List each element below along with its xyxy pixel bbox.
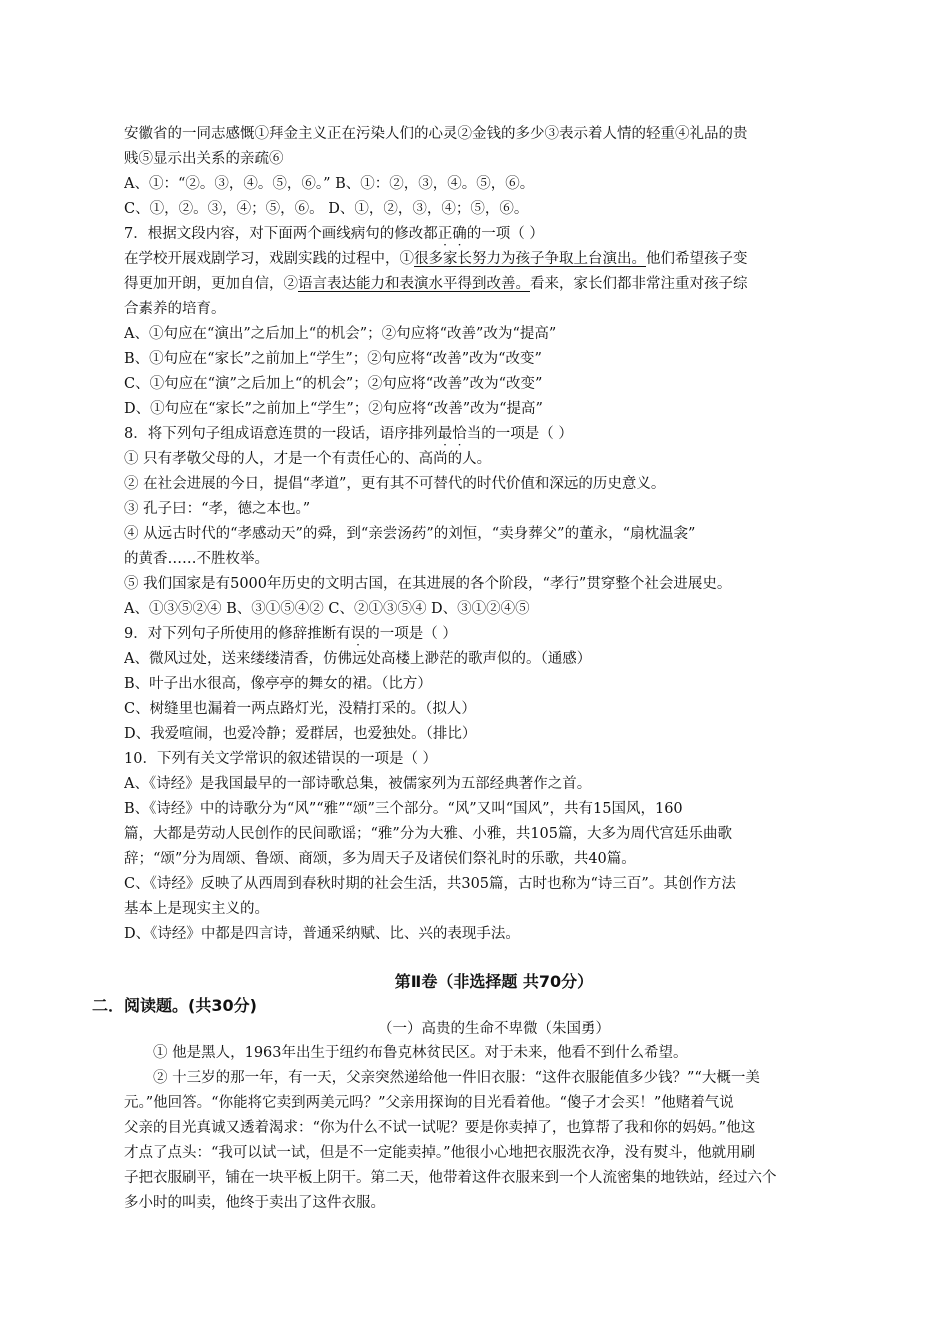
q9-option-d: D、我爱喧闹，也爱冷静；爱群居，也爱独处。（排比） xyxy=(124,726,477,742)
question-8 xyxy=(124,422,864,622)
q7-passage-line: 得更加开朗，更加自信，②语言表达能力和表演水平得到改善。看来，家长们都非常注重对孩子综 xyxy=(124,276,748,292)
q8-sentence-3: ③ 孔子曰：“孝，德之本也。” xyxy=(124,501,311,517)
article-paragraph-2-cont: 多小时的叫卖，他终于卖出了这件衣服。 xyxy=(124,1195,385,1211)
part-title: 第Ⅱ卷（非选择题 共70分） xyxy=(394,972,594,991)
question-9 xyxy=(124,622,864,747)
emphasis-dot-char: 误 xyxy=(350,626,366,642)
q6-options-ab: A、①：“②。③，④。⑤，⑥。” B、①：②，③，④。⑤，⑥。 xyxy=(124,176,535,192)
q7-passage-line: 在学校开展戏剧学习，戏剧实践的过程中，①很多家长努力为孩子争取上台演出。他们希望孩子变 xyxy=(124,251,748,267)
article-paragraph-2-cont: 才点了点头：“我可以试一试，但是不一定能卖掉。”他很小心地把衣服洗衣净，没有熨斗，他就用刷 xyxy=(124,1145,756,1161)
emphasis-dot-char: 恰 xyxy=(452,426,467,442)
emphasis-dot-char: 最 xyxy=(437,426,453,442)
q8-sentence-1: ① 只有孝敬父母的人，才是一个有责任心的、高尚的人。 xyxy=(124,451,492,467)
q10-stem: 10．下列有关文学常识的叙述错误的一项是（ ） xyxy=(124,751,438,767)
article-paragraph-2-cont: 子把衣服刷平，铺在一块平板上阴干。第二天，他带着这件衣服来到一个人流密集的地铁站，经过六个 xyxy=(124,1170,777,1186)
q7-stem: 7．根据文段内容，对下面两个画线病句的修改都正确的一项（ ） xyxy=(124,226,544,242)
emphasis-dot-char: 误 xyxy=(330,751,346,767)
underlined-sentence: 语言表达能力和表演水平得到改善。 xyxy=(298,276,530,292)
article-paragraph-2-cont: 元。”他回答。“你能将它卖到两美元吗？”父亲用探询的目光看着他。“傻子才会买！”他赌着气说 xyxy=(124,1095,734,1111)
q8-stem: 8．将下列句子组成语意连贯的一段话，语序排列最恰当的一项是（ ） xyxy=(124,426,573,442)
q7-passage-line: 合素养的培育。 xyxy=(124,301,226,317)
q7-option-c: C、①句应在“演”之后加上“的机会”；②句应将“改善”改为“改变” xyxy=(124,376,543,392)
article-title: （一）高贵的生命不卑微（朱国勇） xyxy=(378,1021,610,1037)
q6-options-cd: C、①，②。③，④；⑤，⑥。 D、①，②，③，④；⑤，⑥。 xyxy=(124,201,529,217)
part-2 xyxy=(92,969,864,1216)
q8-sentence-4: ④ 从远古时代的“孝感动天”的舜，到“亲尝汤药”的刘恒，“卖身葬父”的董永，“扇枕温衾” xyxy=(124,526,696,542)
q10-option-b: B、《诗经》中的诗歌分为“风”“雅”“颂”三个部分。“风”又叫“国风”，共有15国风，160 xyxy=(124,801,683,817)
q10-option-c-cont: 基本上是现实主义的。 xyxy=(124,901,269,917)
question-6 xyxy=(124,122,864,222)
q7-option-b: B、①句应在“家长”之前加上“学生”；②句应将“改善”改为“改变” xyxy=(124,351,542,367)
article-paragraph-2-cont: 父亲的目光真诚又透着渴求：“你为什么不试一试呢？要是你卖掉了，也算帮了我和你的妈妈。”他这 xyxy=(124,1120,756,1136)
q6-stem-line: 安徽省的一同志感慨①拜金主义正在污染人们的心灵②金钱的多少③表示着人情的轻重④礼品的贵 xyxy=(124,126,748,142)
q8-options: A、①③⑤②④ B、③①⑤④② C、②①③⑤④ D、③①②④⑤ xyxy=(124,601,530,617)
section-heading: 二．阅读题。(共30分) xyxy=(92,996,257,1015)
article-paragraph-2: ② 十三岁的那一年，有一天，父亲突然递给他一件旧衣服：“这件衣服能值多少钱？”“大概一美 xyxy=(153,1070,760,1086)
emphasis-dot-char: 确 xyxy=(452,226,467,242)
q9-option-c: C、树缝里也漏着一两点路灯光，没精打采的。（拟人） xyxy=(124,701,476,717)
q10-option-c: C、《诗经》反映了从西周到春秋时期的社会生活，共305篇，古时也称为“诗三百”。其创作方法 xyxy=(124,876,736,892)
q7-option-d: D、①句应在“家长”之前加上“学生”；②句应将“改善”改为“提高” xyxy=(124,401,543,417)
article-paragraph-1: ① 他是黑人，1963年出生于纽约布鲁克林贫民区。对于未来，他看不到什么希望。 xyxy=(153,1045,688,1061)
q9-option-b: B、叶子出水很高，像亭亭的舞女的裙。（比方） xyxy=(124,676,432,692)
q6-stem-line: 贱⑤显示出关系的亲疏⑥ xyxy=(124,151,284,167)
q10-option-d: D、《诗经》中都是四言诗，普通采纳赋、比、兴的表现手法。 xyxy=(124,926,520,942)
question-7 xyxy=(124,222,864,422)
q10-option-a: A、《诗经》是我国最早的一部诗歌总集，被儒家列为五部经典著作之首。 xyxy=(124,776,592,792)
q9-stem: 9．对下列句子所使用的修辞推断有误的一项是（ ） xyxy=(124,626,457,642)
q9-option-a: A、微风过处，送来缕缕清香，仿佛远处高楼上渺茫的歌声似的。（通感） xyxy=(124,651,592,667)
q8-sentence-2: ② 在社会进展的今日，提倡“孝道”，更有其不可替代的时代价值和深远的历史意义。 xyxy=(124,476,666,492)
exam-page xyxy=(92,122,864,1216)
q10-option-b-cont: 辞；“颂”分为周颂、鲁颂、商颂，多为周天子及诸侯们祭礼时的乐歌，共40篇。 xyxy=(124,851,636,867)
q8-sentence-4-cont: 的黄香……不胜枚举。 xyxy=(124,551,269,567)
question-10 xyxy=(124,747,864,947)
underlined-sentence: 很多家长努力为孩子争取上台演出。 xyxy=(414,251,646,267)
q8-sentence-5: ⑤ 我们国家是有5000年历史的文明古国，在其进展的各个阶段，“孝行”贯穿整个社会进展史。 xyxy=(124,576,732,592)
emphasis-dot-char: 正 xyxy=(437,226,453,242)
q10-option-b-cont: 篇，大都是劳动人民创作的民间歌谣；“雅”分为大雅、小雅，共105篇，大多为周代宫廷乐曲歌 xyxy=(124,826,732,842)
q7-option-a: A、①句应在“演出”之后加上“的机会”；②句应将“改善”改为“提高” xyxy=(124,326,557,342)
